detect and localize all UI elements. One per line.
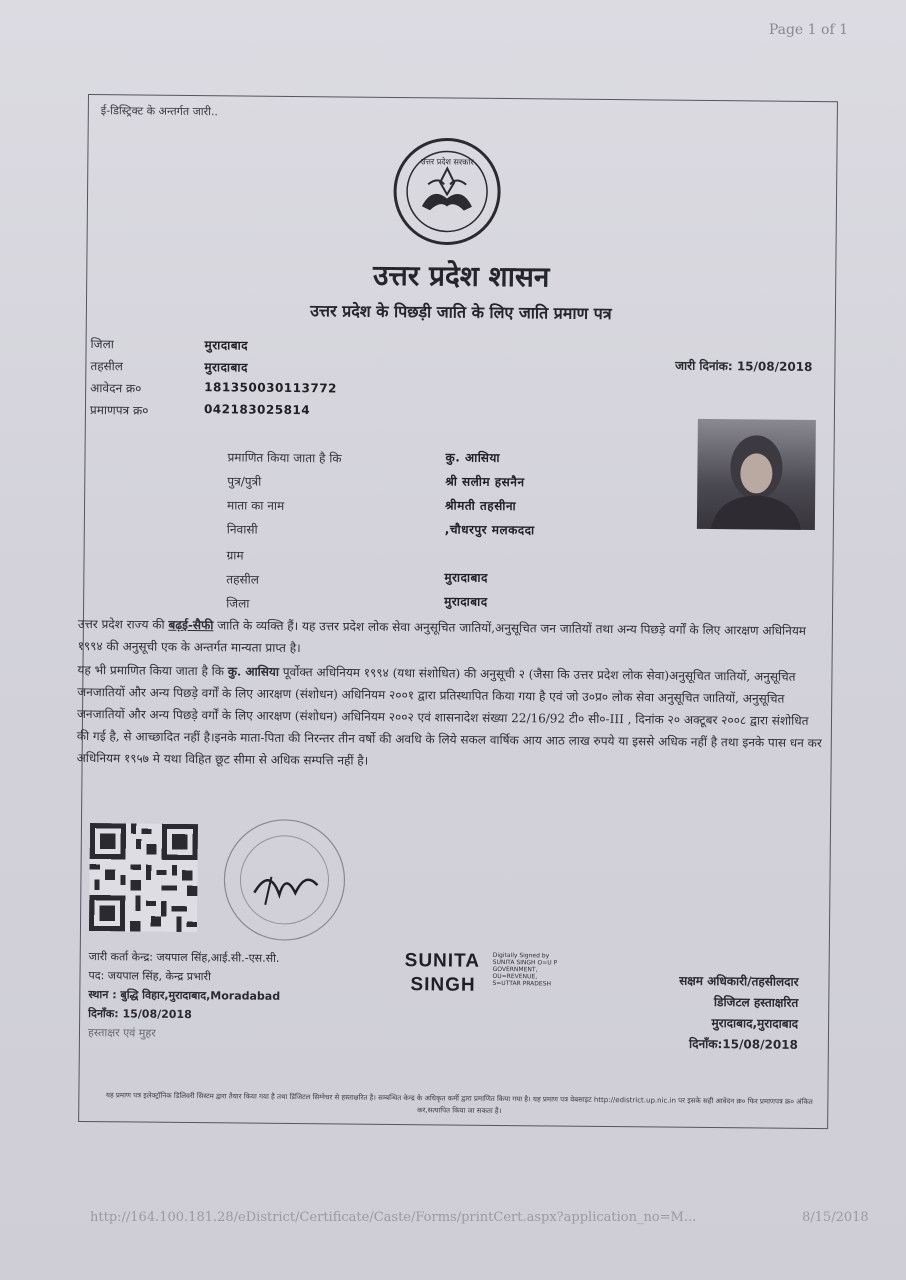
certification-paragraph [77, 659, 824, 776]
detail-value-3: ,चौधरपुर मलकददा [444, 522, 535, 538]
detail-label-4: ग्राम [226, 548, 244, 563]
signature-info-line: Digitally Signed by [492, 951, 550, 960]
detail-value-6: मुरादाबाद [444, 594, 488, 609]
caste-paragraph [78, 613, 824, 664]
para2-name: कु. आसिया [227, 664, 280, 679]
authority-block [678, 971, 798, 1056]
para2-prefix: यह भी प्रमाणित किया जाता है कि [77, 662, 228, 679]
authority-title: सक्षम अधिकारी/तहसीलदार [679, 973, 799, 989]
detail-value-0: कु. आसिया [445, 450, 501, 465]
para2-suffix: पूर्वोक्त अधिनियम १९९४ (यथा संशोधित) की अनुसूची २ (जैसा कि उत्तर प्रदेश लोक सेवा)अनुसूचित जातियों, अनुसूचित जनजातियों और अन्य पिछड़े वर्गों के लिए आरक्षण (संशोधन) अधिनियम २००१ द्वारा प्रतिस्थापित किया गया है एवं जो उ०प्र० लोक सेवा अनुसूचित जातियों, अनुसूचित जनजातियों और अन्य पिछड़े वर्गों के लिए आरक्षण (संशोधन) अधिनियम २००२ एवं शासनादेश संख्या 22/16/92 टी० सी०-III , दिनांक २० अक्टूबर २००८ द्वारा संशोधित की गई है, से आच्छादित नहीं है।इनके माता-पिता की निरन्तर तीन वर्षो की अवधि के लिये सकल वार्षिक आय आठ लाख रुपये या इससे अधिक नहीं है तथा इनके पास धन कर अधिनियम १९५७ मे यथा विहित छूट सीमा से अधिक सम्पत्ति नहीं है। [76, 664, 822, 768]
signer-name-last: SINGH [410, 974, 476, 996]
certificate-frame [78, 94, 838, 1129]
signature-info-line: OU=REVENUE, [492, 972, 538, 981]
digitally-signed-label: डिजिटल हस्ताक्षरित [713, 995, 799, 1010]
detail-label-3: निवासी [226, 522, 258, 537]
emblem-text: उत्तर प्रदेश सरकार [420, 157, 474, 167]
detail-label-6: जिला [226, 596, 250, 611]
document-title: उत्तर प्रदेश शासन [372, 258, 550, 294]
signature-info-line: GOVERNMENT, [492, 965, 538, 974]
certificate-label: प्रमाणपत्र क्र० [89, 403, 149, 418]
edistrict-note: ई-डिस्ट्रिक्ट के अन्तर्गत जारी.. [100, 104, 219, 119]
print-date: 8/15/2018 [802, 1210, 869, 1225]
applicant-photo [697, 419, 816, 530]
state-emblem-icon [392, 136, 503, 247]
detail-value-5: मुरादाबाद [444, 570, 488, 585]
certificate-number: 042183025814 [203, 402, 311, 418]
detail-value-2: श्रीमती तहसीना [444, 498, 517, 514]
authority-location: मुरादाबाद,मुरादाबाद [711, 1016, 799, 1031]
issuer-date-line [88, 1004, 280, 1025]
issue-date-value: 15/08/2018 [736, 359, 813, 374]
official-seal-icon [219, 814, 350, 945]
page-number: Page 1 of 1 [768, 22, 848, 38]
qr-code-icon [89, 823, 198, 932]
para1-suffix: जाति के व्यक्ति हैं। यह उत्तर प्रदेश लोक सेवा अनुसूचित जातियों,अनुसूचित जन जातियों तथा अन्य पिछड़े वर्गों के लिए आरक्षण अधिनियम १९९४ की अनुसूची एक के अन्तर्गत मान्यता प्राप्त है। [77, 618, 807, 656]
signature-info-line: SUNITA SINGH O=U P [492, 958, 558, 967]
document-subtitle: उत्तर प्रदेश के पिछड़ी जाति के लिए जाति प्रमाण पत्र [310, 301, 612, 324]
issue-date [675, 357, 812, 375]
detail-value-1: श्री सलीम हसनैन [445, 474, 525, 490]
print-url: http://164.100.181.28/eDistrict/Certificate/Caste/Forms/printCert.aspx?application_no=M... [90, 1210, 697, 1225]
signature-seal-label: हस्ताक्षर एवं मुहर [87, 1026, 156, 1040]
district-value: मुरादाबाद [204, 338, 249, 353]
person-silhouette-icon [697, 419, 816, 530]
issuer-date-label: दिनाँक: [88, 1007, 119, 1021]
issue-label: जारी दिनांक: [675, 358, 733, 374]
issuing-center: जारी कर्ता केन्द्र: जयपाल सिंह,आई.सी.-एस.सी. [88, 950, 280, 965]
issuer-date: 15/08/2018 [122, 1007, 192, 1022]
para1-prefix: उत्तर प्रदेश राज्य की [77, 616, 169, 632]
district-label: जिला [90, 337, 114, 352]
detail-label-0: प्रमाणित किया जाता है कि [227, 450, 342, 466]
detail-label-1: पुत्र/पुत्री [227, 474, 262, 489]
authority-date: दिनाँक:15/08/2018 [689, 1036, 798, 1052]
issuer-place: स्थान : बुद्धि विहार,मुरादाबाद,Moradabad [88, 988, 281, 1003]
signer-name-first: SUNITA [404, 950, 481, 972]
caste-name: बढ़ई-सैफी [168, 617, 214, 633]
issuer-designation: पद: जयपाल सिंह, केन्द्र प्रभारी [88, 969, 211, 984]
detail-label-2: माता का नाम [226, 498, 285, 513]
signature-info-line: S=UTTAR PRADESH [492, 979, 552, 988]
application-number: 181350030113772 [204, 380, 338, 396]
issuing-center-block [88, 947, 281, 1044]
tehsil-label: तहसील [90, 359, 124, 374]
detail-label-5: तहसील [226, 572, 259, 587]
signature-info [492, 952, 557, 988]
verification-footer: यह प्रमाण पत्र इलेक्ट्रॉनिक डिलिवरी सिस्टम द्वारा तैयार किया गया है तथा डिजिटल सिग्नेचर से हस्ताक्षरित है। सम्बन्धित केन्द्र के अधिकृत कर्मी द्वारा प्रमाणित किया गया है। यह प्रमाण पत्र वेबसाइट http://edistrict.up.nic.in पर इसके सही आवेदन क्र० फिर प्रमाणपत्र क्र० अंकित कर,सत्यापित किया जा सकता है। [105, 1091, 813, 1116]
application-label: आवेदन क्र० [90, 381, 142, 396]
tehsil-value: मुरादाबाद [204, 360, 248, 375]
